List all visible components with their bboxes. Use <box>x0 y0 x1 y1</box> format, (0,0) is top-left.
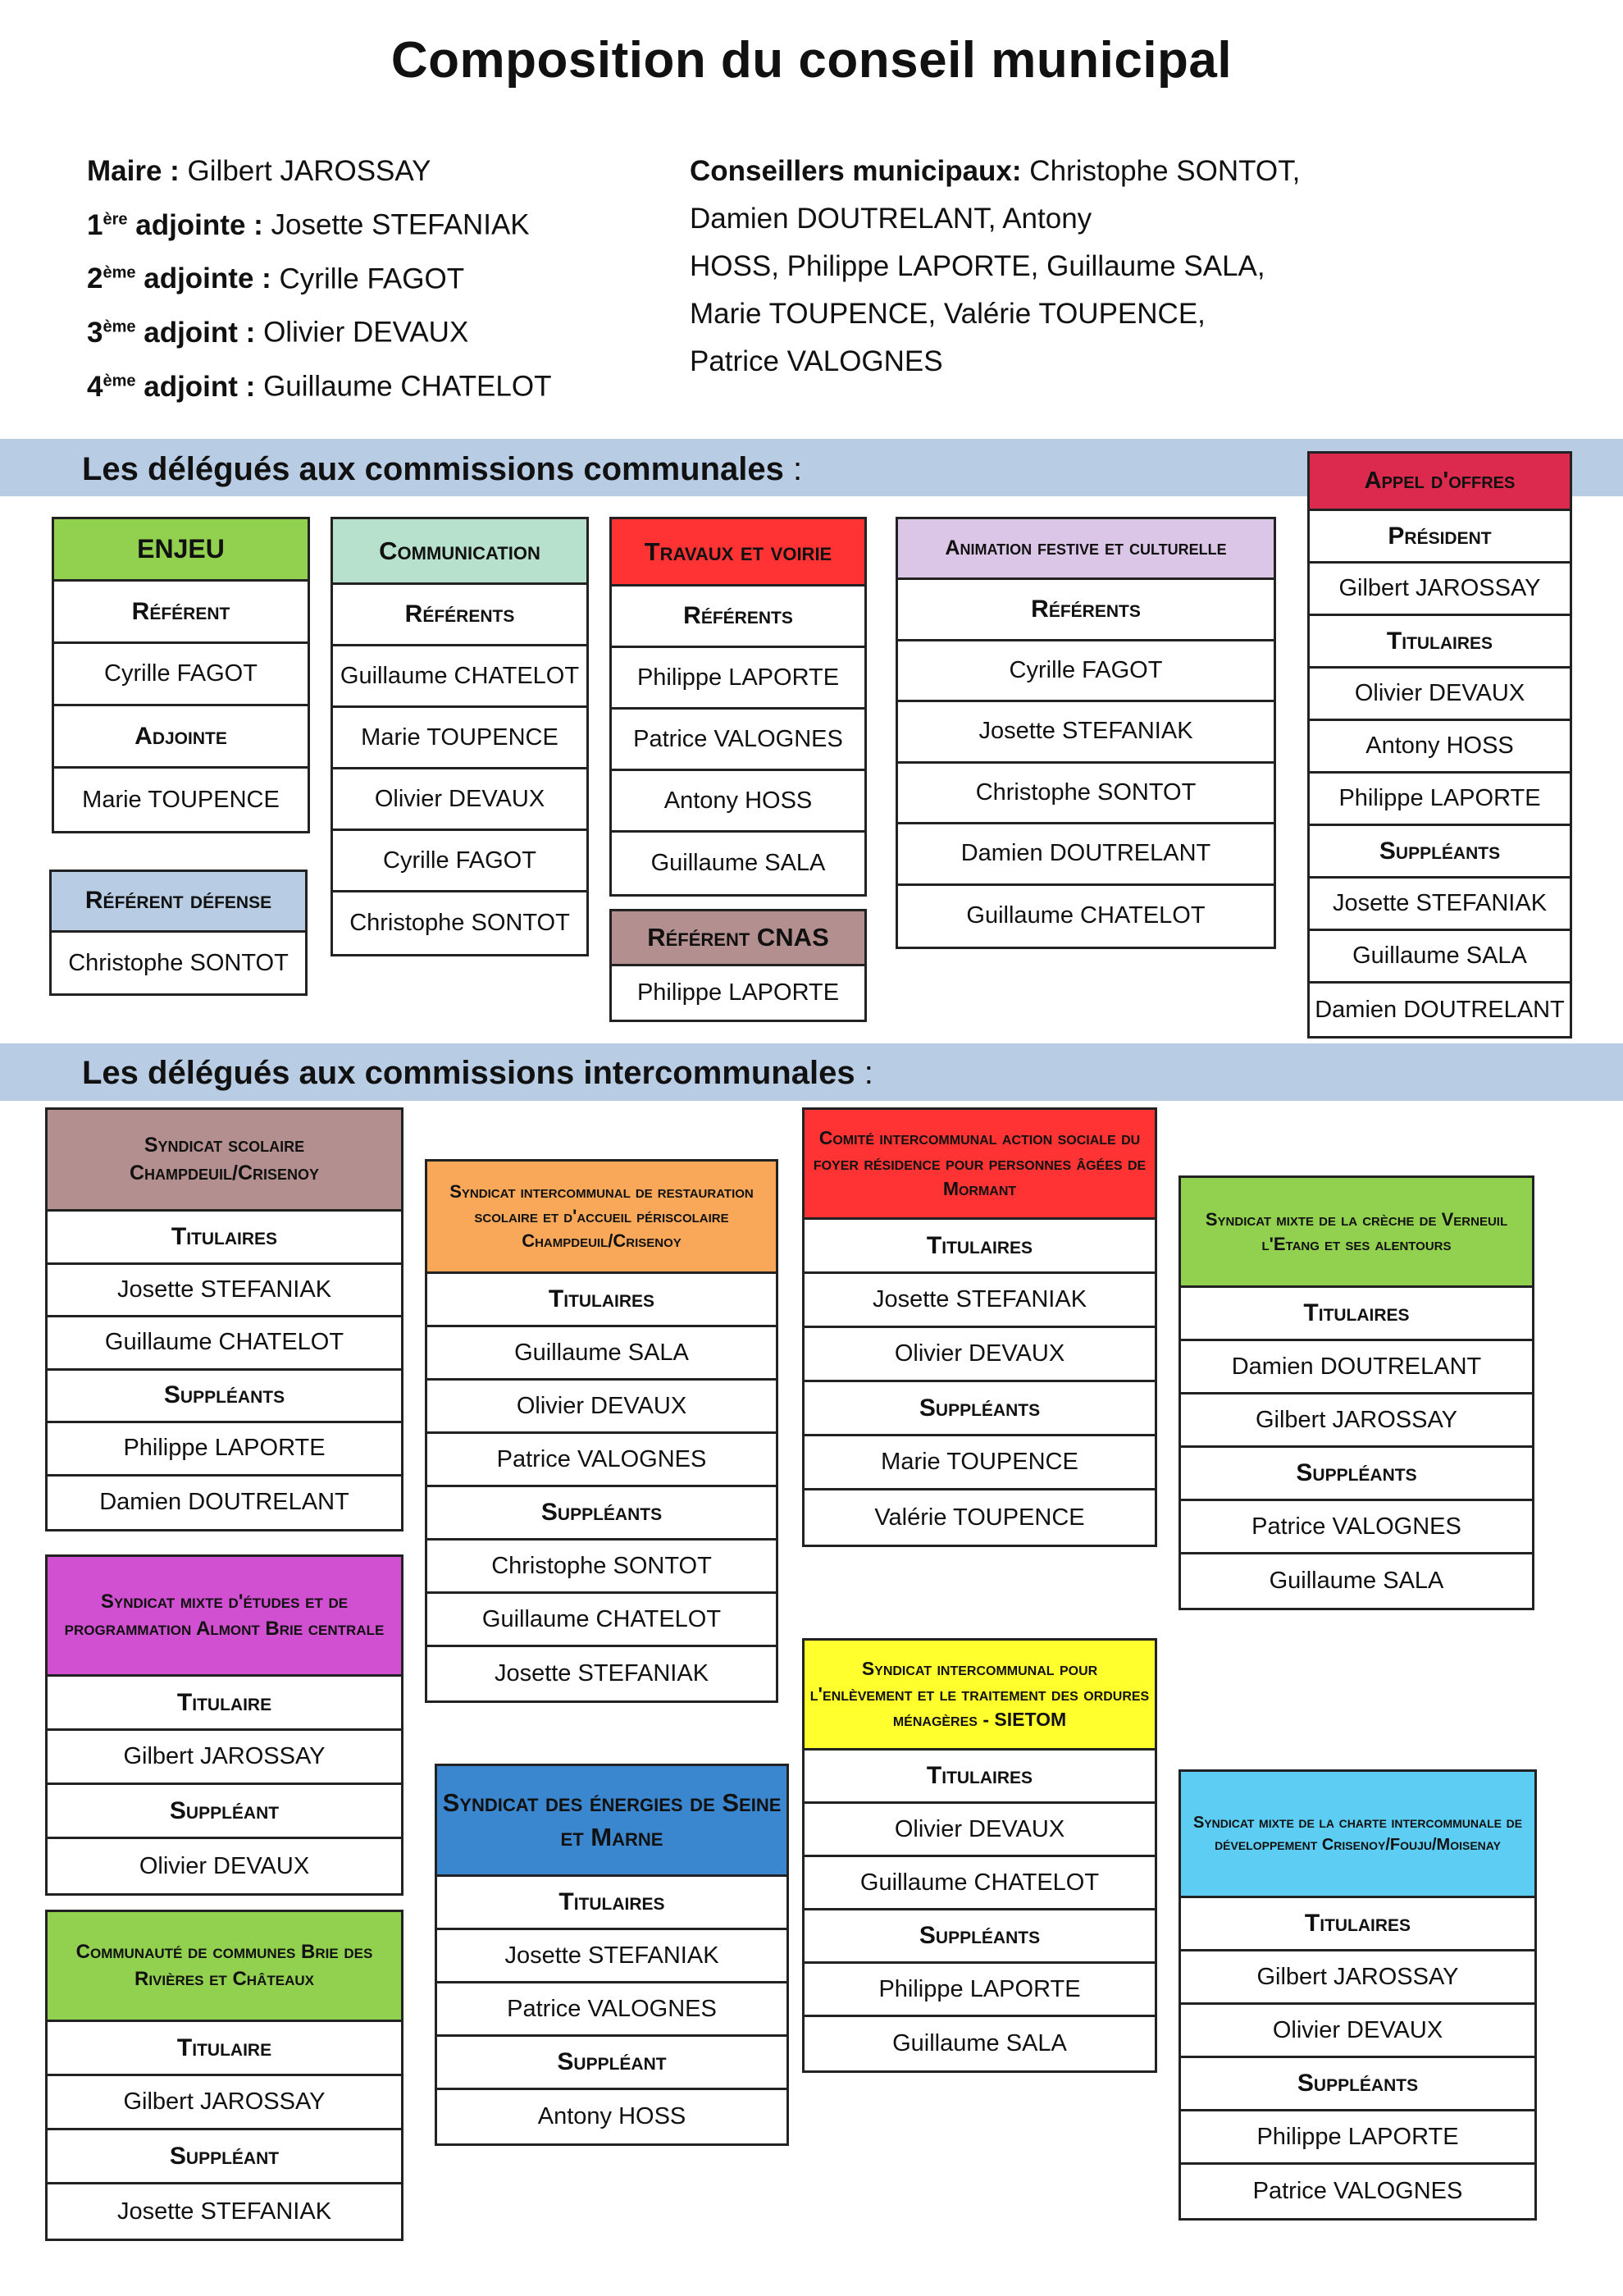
table-subheader: Suppléants <box>427 1487 776 1541</box>
table-header: Travaux et voirie <box>612 519 864 587</box>
table-row: Patrice VALOGNES <box>612 710 864 771</box>
table-row: Josette STEFANIAK <box>494 1660 709 1687</box>
table-subheader: Référents <box>898 580 1274 641</box>
table-subheader: Suppléant <box>48 1785 401 1839</box>
table-header: Référent CNAS <box>612 911 864 966</box>
table-subheader: Suppléants <box>48 1371 401 1424</box>
intercommunal-table-syndicat-intercommunal-pour-l-enlevement-et-le-traitement-des-ordures-menageres-sietom <box>802 1638 1157 2073</box>
intercommunal-table-comite-intercommunal-action-sociale-du-foyer-residence-pour-personnes-agees-de-mormant <box>802 1107 1157 1547</box>
table-subheader: Titulaire <box>48 2022 401 2076</box>
communal-table-animation-festive-et-culturelle <box>896 517 1276 949</box>
table-subheader: Titulaires <box>805 1220 1155 1274</box>
table-row: Philippe LAPORTE <box>1310 774 1570 826</box>
table-header: Syndicat scolaire Champdeuil/Crisenoy <box>48 1110 401 1212</box>
table-subheader: Suppléant <box>437 2037 786 2090</box>
table-subheader: Titulaires <box>437 1877 786 1930</box>
officer-mayor: Maire : Gilbert JAROSSAY <box>87 155 431 187</box>
table-row: Gilbert JAROSSAY <box>48 2076 401 2130</box>
intercommunal-table-syndicat-mixte-de-la-creche-de-verneuil-l-etang-et-ses-alentours <box>1178 1175 1534 1610</box>
table-subheader: Suppléants <box>1310 826 1570 879</box>
table-row: Guillaume CHATELOT <box>333 646 586 708</box>
table-row: Josette STEFANIAK <box>116 2198 332 2225</box>
table-subheader: Titulaire <box>48 1677 401 1731</box>
table-row: Patrice VALOGNES <box>1252 2178 1463 2204</box>
table-row: Philippe LAPORTE <box>636 979 840 1006</box>
table-row: Cyrille FAGOT <box>333 831 586 892</box>
table-row: Cyrille FAGOT <box>54 644 308 706</box>
table-row: Olivier DEVAUX <box>1310 669 1570 721</box>
table-subheader: Titulaires <box>48 1212 401 1265</box>
table-header: ENJEU <box>54 519 308 582</box>
officer-deputy-1: 1ère adjointe : Josette STEFANIAK <box>87 208 530 241</box>
officer-deputy-3: 3ème adjoint : Olivier DEVAUX <box>87 316 469 349</box>
table-row: Guillaume CHATELOT <box>805 1857 1155 1910</box>
table-header: Syndicat intercommunal de restauration scolaire et d'accueil périscolaire Champdeuil/Crisenoy <box>427 1162 776 1274</box>
table-header: Syndicat des énergies de Seine et Marne <box>437 1766 786 1877</box>
intercommunal-table-syndicat-scolaire-champdeuil-crisenoy <box>45 1107 403 1531</box>
table-row: Guillaume SALA <box>1269 1568 1444 1594</box>
table-row: Christophe SONTOT <box>68 949 289 976</box>
table-row: Damien DOUTRELANT <box>898 824 1274 886</box>
communal-table-referent-defense <box>49 870 308 996</box>
table-header: Communauté de communes Brie des Rivières et Châteaux <box>48 1912 401 2022</box>
communal-table-travaux-et-voirie <box>609 517 867 897</box>
table-row: Guillaume CHATELOT <box>427 1594 776 1647</box>
table-row: Damien DOUTRELANT <box>1315 996 1565 1023</box>
table-row: Gilbert JAROSSAY <box>1310 564 1570 616</box>
table-row: Antony HOSS <box>1310 721 1570 774</box>
table-row: Gilbert JAROSSAY <box>48 1731 401 1785</box>
table-row: Patrice VALOGNES <box>437 1983 786 2037</box>
intercommunal-table-syndicat-intercommunal-de-restauration-scolaire-et-d-accueil-periscolaire-champdeuil-crisenoy <box>425 1159 778 1703</box>
table-subheader: Suppléants <box>1181 2058 1534 2111</box>
table-subheader: Référent <box>54 582 308 644</box>
communal-table-referent-cnas <box>609 909 867 1022</box>
table-row: Damien DOUTRELANT <box>99 1489 349 1516</box>
table-row: Gilbert JAROSSAY <box>1181 1951 1534 2005</box>
table-row: Philippe LAPORTE <box>805 1964 1155 2017</box>
table-row: Olivier DEVAUX <box>427 1381 776 1434</box>
table-row: Philippe LAPORTE <box>612 648 864 710</box>
table-row: Olivier DEVAUX <box>333 769 586 831</box>
table-row: Gilbert JAROSSAY <box>1181 1394 1532 1448</box>
intercommunal-table-syndicat-mixte-de-la-charte-intercommunale-de-developpement-crisenoy-fouju-moisenay <box>1178 1769 1537 2221</box>
table-header: Comité intercommunal action sociale du foyer résidence pour personnes âgées de Mormant <box>805 1110 1155 1220</box>
table-header: Syndicat mixte de la crèche de Verneuil l'Etang et ses alentours <box>1181 1178 1532 1288</box>
table-row: Olivier DEVAUX <box>805 1328 1155 1382</box>
table-row: Josette STEFANIAK <box>1310 879 1570 931</box>
intercommunal-table-syndicat-mixte-d-etudes-et-de-programmation-almont-brie-centrale <box>45 1554 403 1896</box>
table-row: Marie TOUPENCE <box>82 786 280 813</box>
table-header: Communication <box>333 519 586 585</box>
table-row: Guillaume SALA <box>892 2030 1067 2056</box>
table-row: Patrice VALOGNES <box>1181 1501 1532 1554</box>
table-row: Valérie TOUPENCE <box>874 1504 1085 1531</box>
table-row: Damien DOUTRELANT <box>1181 1341 1532 1394</box>
table-subheader: Suppléants <box>805 1382 1155 1436</box>
officer-deputy-2: 2ème adjointe : Cyrille FAGOT <box>87 262 465 295</box>
communal-table-appel-d-offres <box>1307 451 1572 1038</box>
table-header: Appel d'offres <box>1310 454 1570 511</box>
table-row: Guillaume SALA <box>427 1327 776 1381</box>
intercommunal-section-title: Les délégués aux commissions intercommunales : <box>82 1055 873 1091</box>
table-row: Josette STEFANIAK <box>805 1274 1155 1328</box>
table-subheader: Titulaires <box>1181 1898 1534 1951</box>
table-subheader: Suppléants <box>805 1910 1155 1964</box>
table-row: Philippe LAPORTE <box>48 1423 401 1477</box>
table-row: Patrice VALOGNES <box>427 1434 776 1487</box>
table-row: Josette STEFANIAK <box>48 1265 401 1318</box>
table-subheader: Suppléant <box>48 2130 401 2184</box>
municipal-officers <box>87 148 551 411</box>
table-subheader: Titulaires <box>427 1274 776 1327</box>
table-subheader: Président <box>1310 511 1570 564</box>
table-header: Syndicat intercommunal pour l'enlèvement et le traitement des ordures ménagères - SIETOM <box>805 1641 1155 1751</box>
officer-deputy-4: 4ème adjoint : Guillaume CHATELOT <box>87 370 552 403</box>
table-row: Marie TOUPENCE <box>333 708 586 769</box>
table-header: Animation festive et culturelle <box>898 519 1274 580</box>
table-header: Syndicat mixte d'études et de programmation Almont Brie centrale <box>48 1557 401 1677</box>
table-subheader: Référents <box>333 585 586 646</box>
table-row: Antony HOSS <box>612 771 864 833</box>
table-row: Josette STEFANIAK <box>898 702 1274 764</box>
table-row: Olivier DEVAUX <box>1181 2005 1534 2058</box>
table-row: Guillaume SALA <box>1310 931 1570 984</box>
table-row: Christophe SONTOT <box>898 764 1274 825</box>
intercommunal-table-communaute-de-communes-brie-des-rivieres-et-chateaux <box>45 1910 403 2241</box>
table-subheader: Titulaires <box>1181 1288 1532 1341</box>
table-row: Olivier DEVAUX <box>139 1852 310 1879</box>
table-row: Guillaume CHATELOT <box>48 1317 401 1371</box>
table-row: Guillaume CHATELOT <box>966 902 1206 929</box>
intercommunal-table-syndicat-des-energies-de-seine-et-marne <box>435 1764 789 2146</box>
table-header: Référent défense <box>52 872 305 933</box>
table-row: Olivier DEVAUX <box>805 1804 1155 1857</box>
municipal-councillors: Conseillers municipaux: Christophe SONTOT, Damien DOUTRELANT, Antony HOSS, Philippe LAPORTE, Guillaume SALA, Marie TOUPENCE, Valérie TOUPENCE, Patrice VALOGNES <box>690 155 1301 377</box>
table-row: Christophe SONTOT <box>427 1541 776 1594</box>
table-row: Marie TOUPENCE <box>805 1436 1155 1490</box>
communal-table-communication <box>331 517 589 956</box>
communal-section-title: Les délégués aux commissions communales : <box>82 451 803 487</box>
table-header: Syndicat mixte de la charte intercommunale de développement Crisenoy/Fouju/Moisenay <box>1181 1772 1534 1898</box>
table-subheader: Adjointe <box>54 706 308 769</box>
table-row: Guillaume SALA <box>650 850 826 876</box>
table-subheader: Suppléants <box>1181 1448 1532 1501</box>
table-row: Cyrille FAGOT <box>898 641 1274 703</box>
page-title: Composition du conseil municipal <box>390 32 1233 89</box>
table-row: Josette STEFANIAK <box>437 1930 786 1983</box>
table-row: Antony HOSS <box>537 2103 686 2129</box>
table-subheader: Titulaires <box>805 1751 1155 1804</box>
table-row: Christophe SONTOT <box>349 910 570 936</box>
communal-table-enjeu <box>52 517 310 833</box>
table-subheader: Titulaires <box>1310 616 1570 669</box>
table-subheader: Référents <box>612 587 864 648</box>
table-row: Philippe LAPORTE <box>1181 2111 1534 2165</box>
